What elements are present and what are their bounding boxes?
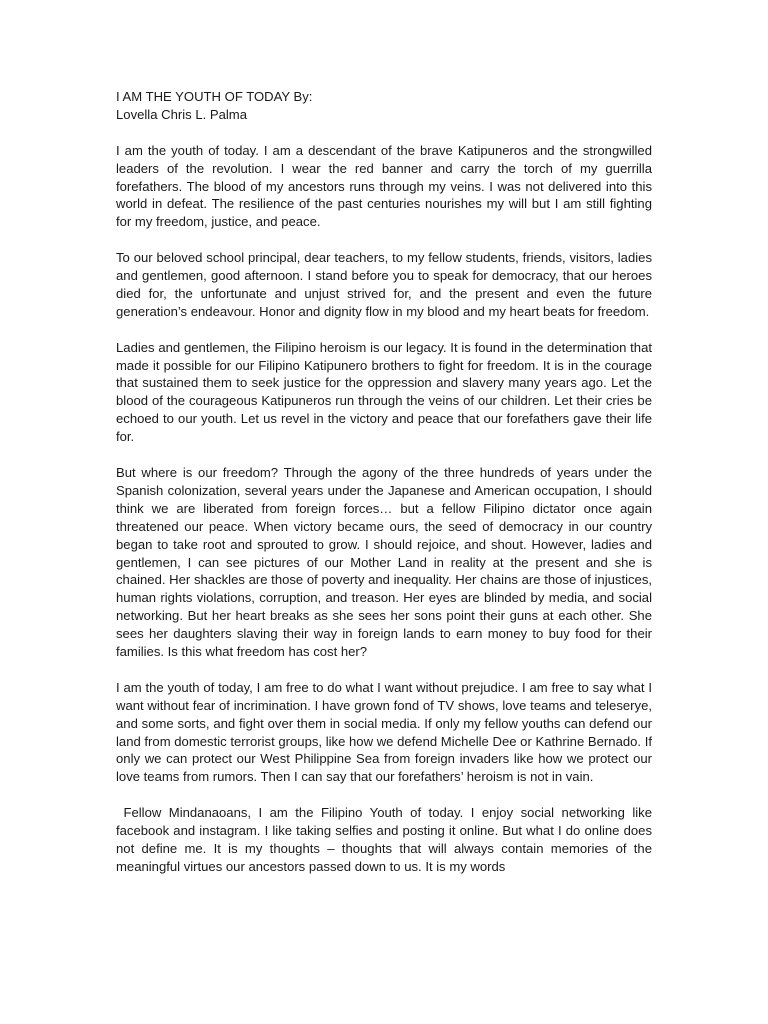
- document-title: I AM THE YOUTH OF TODAY By:: [116, 89, 313, 104]
- document-heading: [116, 88, 652, 124]
- paragraph-3: Ladies and gentlemen, the Filipino heroism is our legacy. It is found in the determination that made it possible for our Filipino Katipunero brothers to fight for freedom. It is in the courage that sustained them to seek justice for the oppression and slavery many years ago. Let the blood of the courageous Katipuneros run through the veins of our children. Let their cries be echoed to our youth. Let us revel in the victory and peace that our forefathers gave their life for.: [116, 339, 652, 445]
- paragraph-2: To our beloved school principal, dear teachers, to my fellow students, friends, visitors, ladies and gentlemen, good afternoon. I stand before you to speak for democracy, that our heroes died for, the unfortunate and unjust strived for, and the present and even the future generation’s endeavour. Honor and dignity flow in my blood and my heart beats for freedom.: [116, 250, 652, 319]
- paragraph-1: I am the youth of today. I am a descendant of the brave Katipuneros and the strongwilled leaders of the revolution. I wear the red banner and carry the torch of my guerrilla forefathers. The blood of my ancestors runs through my veins. I was not delivered into this world in defeat. The resilience of the past centuries nourishes my will but I am still fighting for my freedom, justice, and peace.: [116, 142, 652, 230]
- paragraph-6: Fellow Mindanaoans, I am the Filipino Youth of today. I enjoy social networking like facebook and instagram. I like taking selfies and posting it online. But what I do online does not define me. It is my thoughts – thoughts that will always contain memories of the meaningful virtues our ancestors passed down to us. It is my words: [116, 805, 656, 874]
- document-author: Lovella Chris L. Palma: [116, 106, 247, 122]
- paragraph-4: But where is our freedom? Through the agony of the three hundreds of years under the Spanish colonization, several years under the Japanese and American occupation, I should think we are liberated from foreign forces… but a fellow Filipino dictator once again threatened our peace. When victory became ours, the seed of democracy in our country began to take root and sprouted to grow. I should rejoice, and shout. However, ladies and gentlemen, I can see pictures of our Mother Land in reality at the present and she is chained. Her shackles are those of poverty and inequality. Her chains are those of injustices, human rights violations, corruption, and treason. Her eyes are blinded by media, and social networking. But her heart breaks as she sees her sons point their guns at each other. She sees her daughters slaving their way in foreign lands to earn money to buy food for their families. Is this what freedom has cost her?: [116, 464, 652, 660]
- document-page: [116, 88, 656, 876]
- paragraph-5: I am the youth of today, I am free to do what I want without prejudice. I am free to say what I want without fear of incrimination. I have grown fond of TV shows, love teams and teleserye, and some sorts, and fight over them in social media. If only my fellow youths can defend our land from domestic terrorist groups, like how we defend Michelle Dee or Kathrine Bernado. If only we can protect our West Philippine Sea from foreign invaders like how we protect our love teams from rumors. Then I can say that our forefathers’ heroism is not in vain.: [116, 679, 652, 785]
